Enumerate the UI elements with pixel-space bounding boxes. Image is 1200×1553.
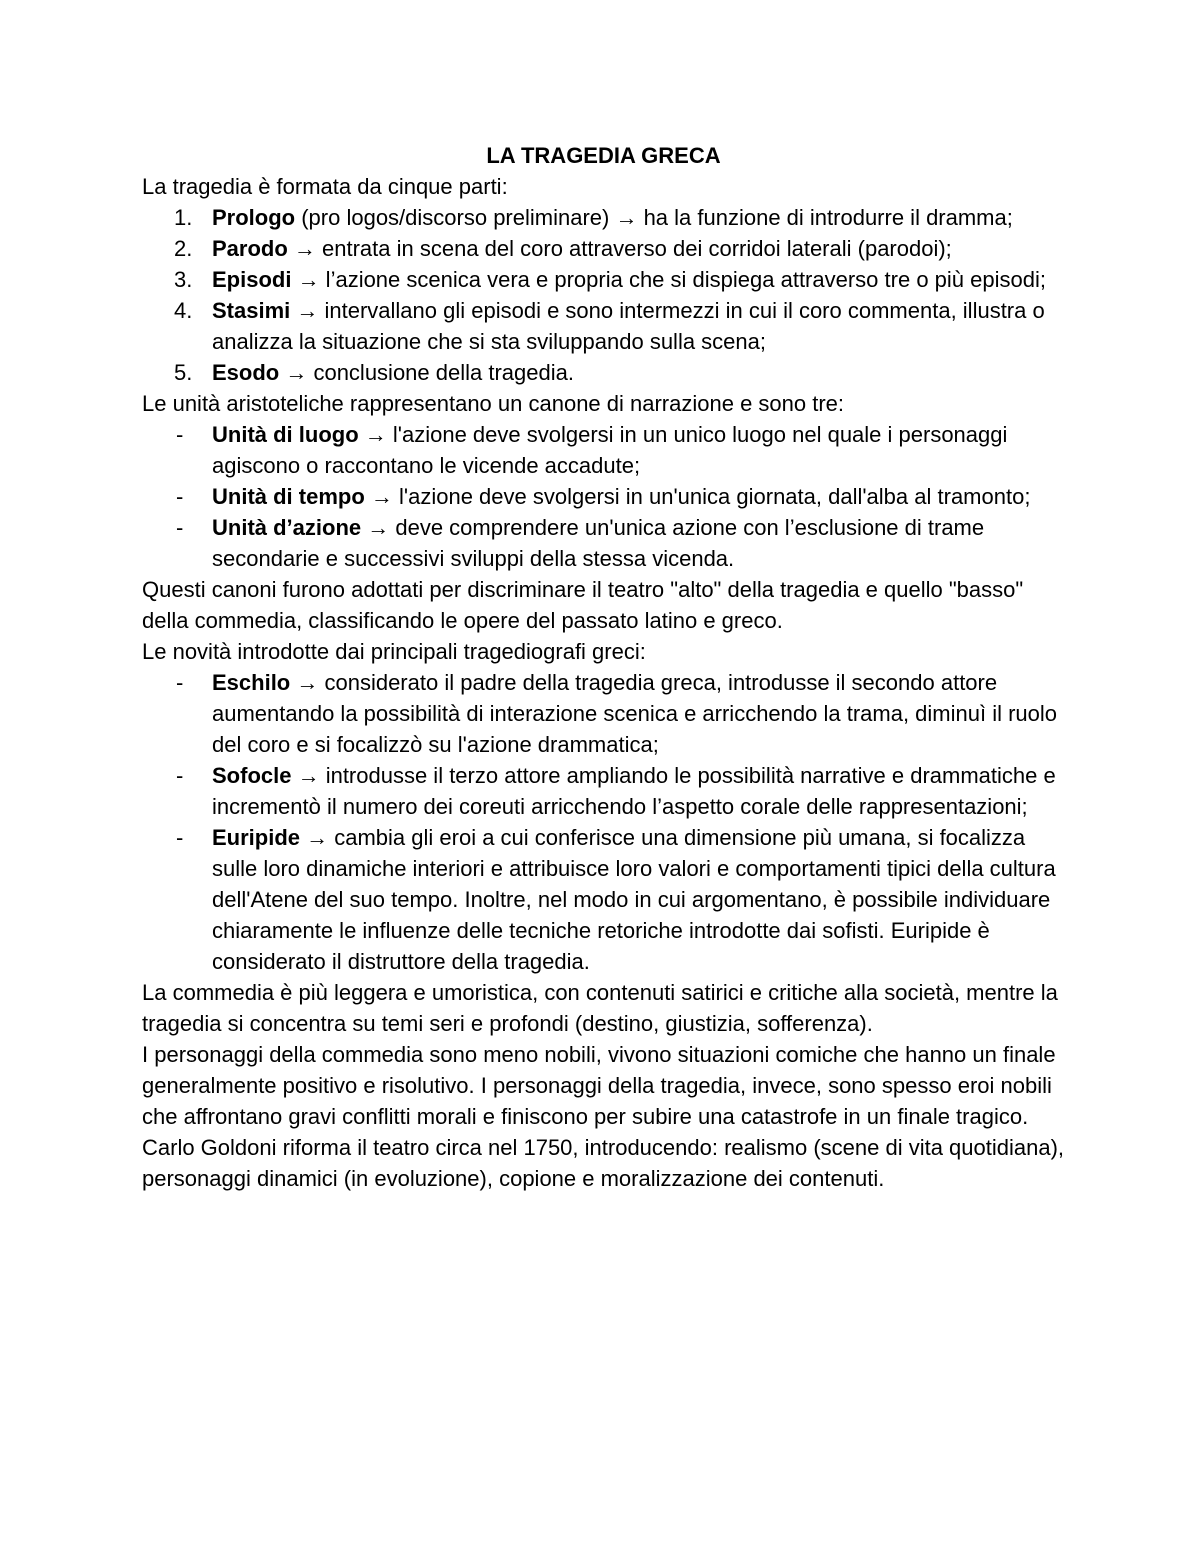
list-text: → l'azione deve svolgersi in un unico luogo nel quale i personaggi agiscono o raccontano le vicende accadute; bbox=[212, 422, 1008, 478]
comedy-paragraph: La commedia è più leggera e umoristica, con contenuti satirici e critiche alla società, mentre la tragedia si concentra su temi seri e profondi (destino, giustizia, sofferenza). bbox=[142, 980, 1058, 1036]
list-text: → entrata in scena del coro attraverso dei corridoi laterali (parodoi); bbox=[287, 236, 952, 261]
list-item bbox=[142, 264, 1065, 295]
canons-paragraph: Questi canoni furono adottati per discriminare il teatro "alto" della tragedia e quello "basso" della commedia, classificando le opere del passato latino e greco. bbox=[142, 577, 1024, 633]
list-dash: - bbox=[176, 763, 184, 788]
list-item bbox=[142, 822, 1065, 977]
list-text: → deve comprendere un'unica azione con l’esclusione di trame secondarie e successivi sviluppi della stessa vicenda. bbox=[212, 515, 985, 571]
list-number: 5. bbox=[174, 360, 193, 385]
list-item bbox=[142, 357, 1065, 388]
list-number: 1. bbox=[174, 205, 193, 230]
tragedy-parts-list bbox=[142, 202, 1065, 388]
list-term: Stasimi bbox=[212, 298, 291, 323]
list-item bbox=[142, 667, 1065, 760]
list-term: Prologo bbox=[212, 205, 296, 230]
list-item bbox=[142, 419, 1065, 481]
intro-paragraph: La tragedia è formata da cinque parti: bbox=[142, 174, 508, 199]
list-term: Unità d’azione bbox=[212, 515, 362, 540]
list-term: Unità di luogo bbox=[212, 422, 359, 447]
list-text: (pro logos/discorso preliminare) → ha la funzione di introdurre il dramma; bbox=[295, 205, 1013, 230]
characters-paragraph: I personaggi della commedia sono meno nobili, vivono situazioni comiche che hanno un finale generalmente positivo e risolutivo. I personaggi della tragedia, invece, sono spesso eroi nobili che affrontano gravi conflitti morali e finiscono per subire una catastrofe in un finale tragico. bbox=[142, 1042, 1056, 1129]
list-text: → considerato il padre della tragedia greca, introdusse il secondo attore aumentando la possibilità di interazione scenica e arricchendo la trama, diminuì il ruolo del coro e si focalizzò su l'azione drammatica; bbox=[212, 670, 1058, 757]
list-dash: - bbox=[176, 825, 184, 850]
list-item bbox=[142, 233, 1065, 264]
list-dash: - bbox=[176, 515, 184, 540]
unities-intro-paragraph: Le unità aristoteliche rappresentano un canone di narrazione e sono tre: bbox=[142, 391, 845, 416]
list-dash: - bbox=[176, 670, 184, 695]
page-title: LA TRAGEDIA GRECA bbox=[486, 143, 721, 168]
list-text: → l’azione scenica vera e propria che si dispiega attraverso tre o più episodi; bbox=[291, 267, 1046, 292]
list-item bbox=[142, 760, 1065, 822]
list-term: Episodi bbox=[212, 267, 292, 292]
list-number: 2. bbox=[174, 236, 193, 261]
list-term: Esodo bbox=[212, 360, 280, 385]
list-term: Unità di tempo bbox=[212, 484, 365, 509]
list-term: Eschilo bbox=[212, 670, 291, 695]
list-text: → introdusse il terzo attore ampliando le possibilità narrative e drammatiche e incrementò il numero dei coreuti arricchendo l’aspetto corale delle rappresentazioni; bbox=[212, 763, 1056, 819]
list-number: 3. bbox=[174, 267, 193, 292]
list-dash: - bbox=[176, 422, 184, 447]
unities-list bbox=[142, 419, 1065, 574]
list-term: Sofocle bbox=[212, 763, 292, 788]
list-item bbox=[142, 481, 1065, 512]
list-term: Euripide bbox=[212, 825, 301, 850]
authors-list bbox=[142, 667, 1065, 977]
list-item bbox=[142, 202, 1065, 233]
list-dash: - bbox=[176, 484, 184, 509]
list-item bbox=[142, 512, 1065, 574]
list-text: → intervallano gli episodi e sono intermezzi in cui il coro commenta, illustra o analizza la situazione che si sta sviluppando sulla scena; bbox=[212, 298, 1045, 354]
goldoni-paragraph: Carlo Goldoni riforma il teatro circa nel 1750, introducendo: realismo (scene di vita quotidiana), personaggi dinamici (in evoluzione), copione e moralizzazione dei contenuti. bbox=[142, 1135, 1065, 1191]
list-text: → cambia gli eroi a cui conferisce una dimensione più umana, si focalizza sulle loro dinamiche interiori e attribuisce loro valori e comportamenti tipici della cultura dell'Atene del suo tempo. Inoltre, nel modo in cui argomentano, è possibile individuare chiaramente le influenze delle tecniche retoriche introdotte dai sofisti. Euripide è considerato il distruttore della tragedia. bbox=[212, 825, 1056, 974]
list-term: Parodo bbox=[212, 236, 288, 261]
novelties-intro-paragraph: Le novità introdotte dai principali tragediografi greci: bbox=[142, 639, 646, 664]
list-number: 4. bbox=[174, 298, 193, 323]
list-text: → l'azione deve svolgersi in un'unica giornata, dall'alba al tramonto; bbox=[364, 484, 1031, 509]
list-text: → conclusione della tragedia. bbox=[279, 360, 574, 385]
list-item bbox=[142, 295, 1065, 357]
